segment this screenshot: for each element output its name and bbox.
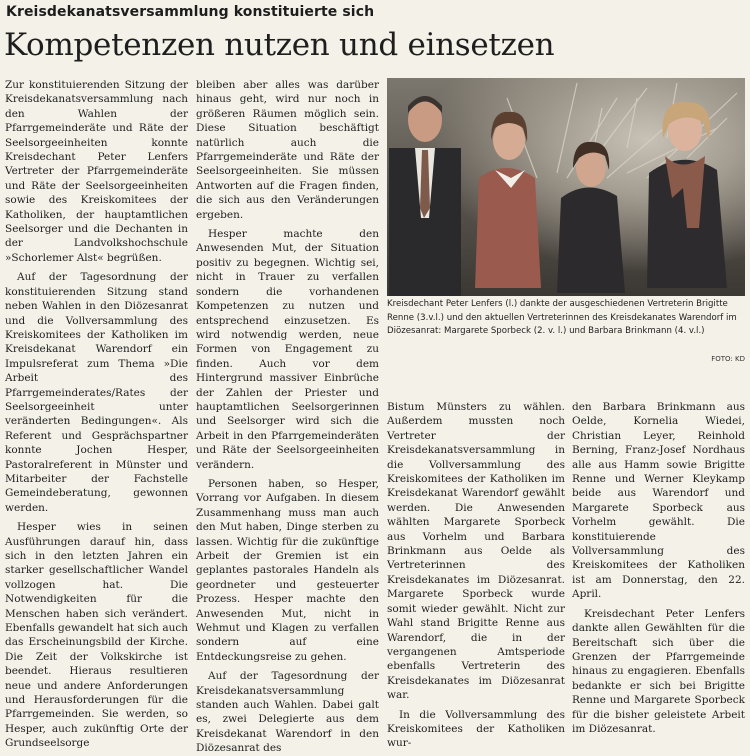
article-headline: Kompetenzen nutzen und einsetzen: [4, 27, 555, 63]
paragraph: bleiben aber alles was darüber hinaus geht, wird nur noch in größeren Räumen möglich sein. Diese Situation beschäftigt natürlich auch die Pfarrgemeinderäte und Räte der Seelsorgeeinheiten. Sie müssen Antworten auf die Fragen finden, die sich aus den Veränderungen ergeben.: [196, 79, 379, 221]
article-kicker: Kreisdekanatsversammlung konstituierte sich: [6, 4, 375, 20]
photo-credit: FOTO: KD: [711, 355, 745, 363]
paragraph: den Barbara Brinkmann aus Oelde, Kornelia Wiedei, Christian Leyer, Reinhold Berning, Franz-Josef Nordhaus alle aus Hamm sowie Brigitte Renne und Werner Kleykamp beide aus Warendorf und Margarete Sporbeck aus Vorhelm gewählt. Die konstituierende Vollversammlung des Kreiskomitees der Katholiken ist am Donnerstag, den 22. April.: [572, 401, 745, 601]
paragraph: Zur konstituierenden Sitzung der Kreisdekanatsversammlung nach den Wahlen der Pfarrgemeinderäte und Räte der Seelsorgeeinheiten konnte Kreisdechant Peter Lenfers Vertreter der Pfarrgemeinderäte und Räte der Seelsorgeeinheiten sowie des Kreiskomitees der Katholiken, der hauptamtlichen Seelsorger und die Dechanten in der Landvolkshochschule »Schorlemer Alst« begrüßen.: [5, 79, 188, 264]
photo-caption: Kreisdechant Peter Lenfers (l.) dankte der ausgeschiedenen Vertreterin Brigitte Renne (3.v.l.) und den aktuellen Vertreterinnen des Kreisdekanates Warendorf im Diözesanrat: Margarete Sporbeck (2. v. l.) und Barbara Brinkmann (4. v.l.): [387, 299, 737, 336]
person-1: [389, 96, 461, 296]
paragraph: Hesper machte den Anwesenden Mut, der Situation positiv zu begegnen. Wichtig sei, nicht in Trauer zu verfallen sondern die vorhandenen Kompetenzen zu nutzen und entsprechend einzusetzen. Es wird notwendig werden, neue Formen von Engagement zu finden. Auch vor dem Hintergrund massiver Einbrüche der Zahlen der Priester und hauptamtlichen Seelsorgerinnen und Seelsorger wird sich die Arbeit in den Pfarrgemeinderäten und Räte der Seelsorgeeinheiten verändern.: [196, 228, 379, 471]
paragraph: Hesper wies in seinen Ausführungen darauf hin, dass sich in den letzten Jahren ein starker gesellschaftlicher Wandel vollzogen hat. Die Notwendigkeiten für die Menschen haben sich verändert. Ebenfalls gewandelt hat sich auch das Erscheinungsbild der Kirche. Die Zeit der Volkskirche ist beendet. Hieraus resultieren neue und andere Anforderungen und Herausforderungen für die Pfarrgemeinden. Sie werden, so Hesper, auch zukünftig Orte der Grundseelsorge: [5, 521, 188, 750]
photo-people-illustration: [387, 78, 745, 296]
paragraph: Auf der Tagesordnung der Kreisdekanatsversammlung standen auch Wahlen. Dabei galt es, zwei Delegierte aus dem Kreisdekanat Warendorf in den Diözesanrat des: [196, 670, 379, 755]
text-column-4: [572, 400, 745, 735]
paragraph: Auf der Tagesordnung der konstituierenden Sitzung stand neben Wahlen in den Diözesanrat und die Vollversammlung des Kreiskomitees der Katholiken im Kreisdekanat Warendorf ein Impulsreferat zum Thema »Die Arbeit des Pfarrgemeinderates/Rates der Seelsorgeeinheit unter veränderten Bedingungen«. Als Referent und Gesprächspartner konnte Jochen Hesper, Pastoralreferent in Münster und Mitarbeiter der Fachstelle Gemeindeberatung, gewonnen werden.: [5, 271, 188, 514]
paragraph: Bistum Münsters zu wählen. Außerdem mussten noch Vertreter der Kreisdekanatsversammlung in die Vollversammlung des Kreiskomitees der Katholiken im Kreisdekanat Warendorf gewählt werden. Die Anwesenden wählten Margarete Sporbeck aus Vorhelm und Barbara Brinkmann aus Oelde als Vertreterinnen des Kreisdekanates im Diözesanrat. Margarete Sporbeck wurde somit wieder gewählt. Nicht zur Wahl stand Brigitte Renne aus Warendorf, die in der vergangenen Amtsperiode ebenfalls Vertreterin des Kreisdekanates im Diözesanrat war.: [387, 401, 565, 702]
paragraph: Kreisdechant Peter Lenfers dankte allen Gewählten für die Bereitschaft sich über die Grenzen der Pfarrgemeinde hinaus zu engagieren. Ebenfalls bedankte er sich bei Brigitte Renne und Margarete Sporbeck für die bisher geleistete Arbeit im Diözesanrat.: [572, 607, 745, 735]
group-photo: [387, 78, 745, 296]
text-column-1: [5, 78, 188, 750]
text-column-2: [196, 78, 379, 755]
text-column-3: [387, 400, 565, 750]
paragraph: Personen haben, so Hesper, Vorrang vor Aufgaben. In diesem Zusammenhang muss man auch den Mut haben, Dinge sterben zu lassen. Wichtig für die zukünftige Arbeit der Gremien ist ein geplantes pastorales Handeln als geordneter und gesteuerter Prozess. Hesper machte den Anwesenden Mut, nicht in Wehmut und Klagen zu verfallen sondern auf eine Entdeckungsreise zu gehen.: [196, 477, 379, 663]
person-3: [557, 142, 625, 293]
paragraph: In die Vollversammlung des Kreiskomitees der Katholiken wur-: [387, 708, 565, 750]
person-2: [475, 112, 541, 288]
